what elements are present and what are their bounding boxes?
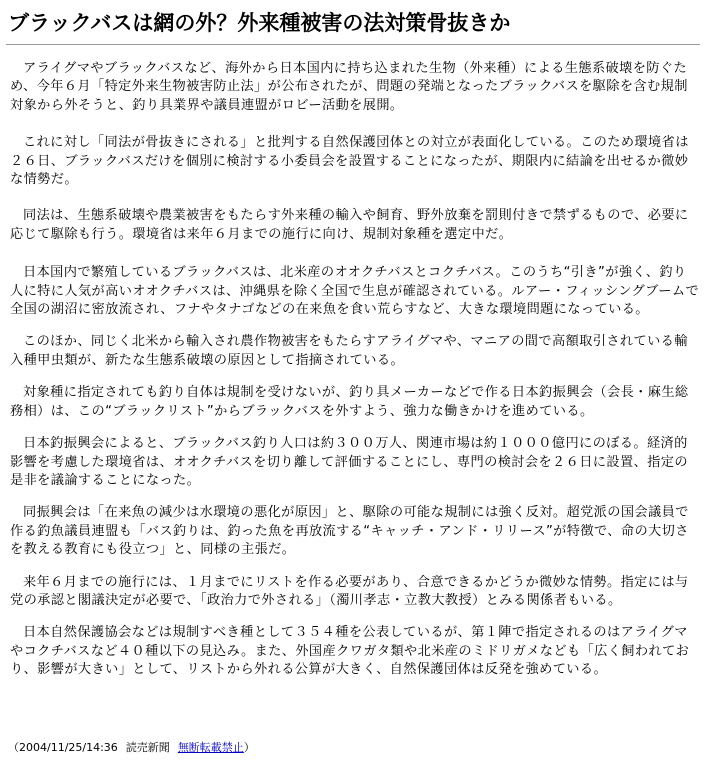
article-source: 読売新聞 — [125, 741, 170, 754]
headline-divider — [6, 44, 700, 45]
article-body — [10, 60, 700, 694]
article-paragraph-6: 対象種に指定されても釣り自体は規制を受けないが、釣り具メーカーなどで作る日本釣振興会（会長・麻生総務相）は、この“ブラックリスト”からブラックバスを外すよう、強力な働きかけを進めている。 — [10, 385, 689, 419]
copyright-notice-link[interactable]: 無断転載禁止 — [177, 741, 244, 754]
article-paragraph-8: 同振興会は「在来魚の減少は水環境の悪化が原因」と、駆除の可能な規制には強く反対。超党派の国会議員で作る釣魚議員連盟も「バス釣りは、釣った魚を再放流する“キャッチ・アンド・リリース”が特徴で、命の大切さを教える教育にも役立つ」と、同様の主張だ。 — [10, 505, 689, 558]
footer-close-paren: ） — [243, 741, 255, 754]
article-paragraph-1: アライグマやブラックバスなど、海外から日本国内に持ち込まれた生物（外来種）による生態系破壊を防ぐため、今年６月「特定外来生物被害防止法」が公布されたが、問題の発端となったブラックバスを駆除を含む規制対象から外そうと、釣り具業界や議員連盟がロビー活動を展開。 — [10, 61, 688, 113]
article-footer — [8, 740, 255, 756]
article-timestamp: 2004/11/25/14:36 — [19, 741, 118, 754]
footer-open-paren: （ — [8, 741, 19, 754]
article-headline: ブラックバスは網の外？外来種被害の法対策骨抜きか — [8, 11, 511, 35]
article-paragraph-3: 同法は、生態系破壊や農業被害をもたらす外来種の輸入や飼育、野外放棄を罰則付きで禁ずるもので、必要に応じて駆除も行う。環境省は来年６月までの施行に向け、規制対象種を選定中だ。 — [10, 208, 689, 242]
article-paragraph-9: 来年６月までの施行には、１月までにリストを作る必要があり、合意できるかどうか微妙な情勢。指定には与党の承認と閣議決定が必要で、「政治力で外される」（濁川孝志・立教大教授）とみる関係者もいる。 — [10, 574, 689, 608]
article-paragraph-4: 日本国内で繁殖しているブラックバスは、北米産のオオクチバスとコクチバス。このうち“引き”が強く、釣り人に特に人気が高いオオクチバスは、沖縄県を除く全国で生息が確認されている。ルアー・フィッシングブームで全国の湖沼に密放流され、フナやタナゴなどの在来魚を食い荒らすなど、大きな環境問題になっている。 — [10, 265, 700, 318]
article-paragraph-5: このほか、同じく北米から輸入され農作物被害をもたらすアライグマや、マニアの間で高額取引されている輸入種甲虫類が、新たな生態系破壊の原因として指摘されている。 — [10, 334, 688, 368]
article-paragraph-7: 日本釣振興会によると、ブラックバス釣り人口は約３００万人、関連市場は約１０００億円にのぼる。経済的影響を考慮した環境省は、オオクチバスを切り離して評価することにし、専門の検討会を２６日に設置、指定の是非を議論することになった。 — [10, 436, 688, 488]
article-paragraph-2: これに対し「同法が骨抜きにされる」と批判する自然保護団体との対立が表面化している。このため環境省は２６日、ブラックバスだけを個別に検討する小委員会を設置することになったが、期限内に結論を出せるか微妙な情勢だ。 — [10, 135, 689, 188]
article-paragraph-10: 日本自然保護協会などは規制すべき種として３５４種を公表しているが、第１陣で指定されるのはアライグマやコクチバスなど４０種以下の見込み。また、外国産クワガタ類や北米産のミドリガメなども「広く飼われており、影響が大きい」として、リストから外れる公算が大きく、自然保護団体は反発を強めている。 — [10, 625, 690, 678]
